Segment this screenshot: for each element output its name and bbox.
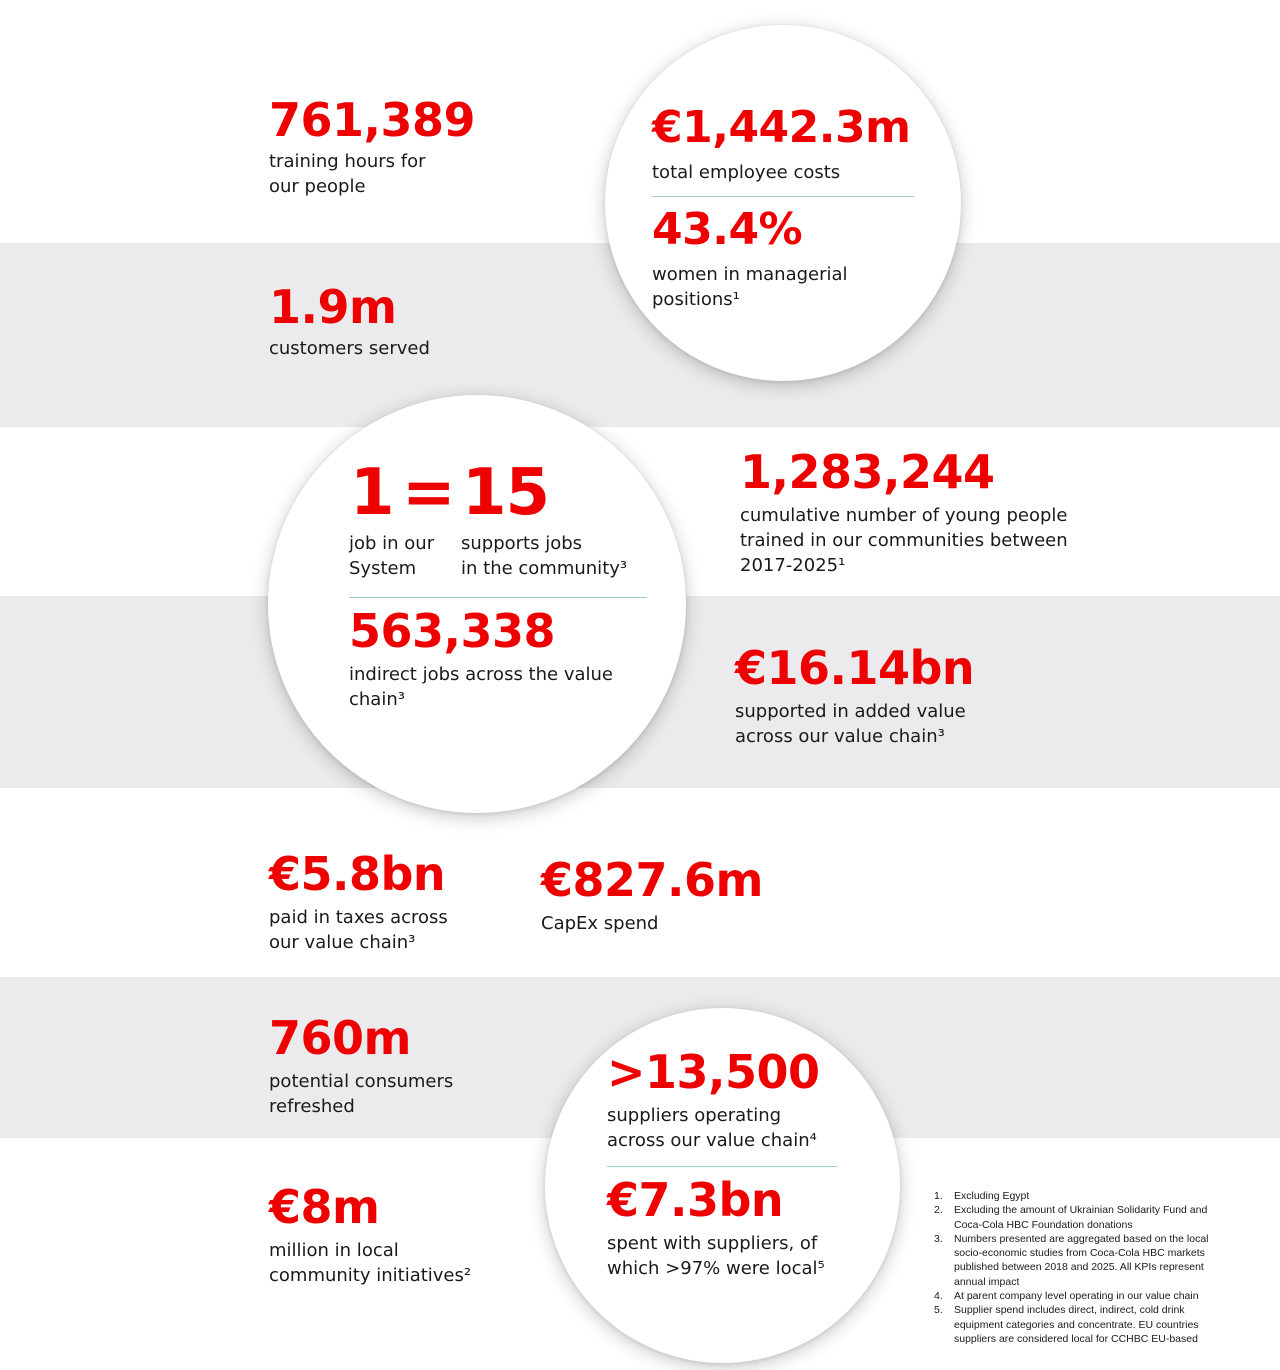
footnote-number: 1. <box>934 1190 943 1202</box>
stat-value: €16.14bn <box>735 641 975 695</box>
stat-capex <box>541 853 763 936</box>
stat-value: €8m <box>269 1180 380 1234</box>
divider-line <box>652 196 914 197</box>
divider-line <box>607 1166 837 1167</box>
footnote-text: Excluding Egypt <box>954 1190 1030 1202</box>
stat-added-value <box>735 641 975 749</box>
footnote-number: 3. <box>934 1232 943 1245</box>
stat-label: women in managerial positions¹ <box>652 264 848 310</box>
stat-label: spent with suppliers, of which >97% were local⁵ <box>607 1233 825 1279</box>
footnote-number: 2. <box>934 1204 943 1217</box>
stat-training-hours <box>269 93 476 199</box>
stat-label: training hours for our people <box>269 151 426 197</box>
footnote-item <box>934 1189 1234 1203</box>
stat-label: cumulative number of young people trained in our communities between 2017-2025¹ <box>740 505 1068 576</box>
footnote-text: Numbers presented are aggregated based on the local socio-economic studies from Coca-Cola HBC markets published between 2018 and 2025. All KPIs represent annual impact <box>954 1232 1209 1288</box>
stat-label: indirect jobs across the value chain³ <box>349 664 613 710</box>
stat-suppliers <box>607 1045 820 1153</box>
stat-label: paid in taxes across our value chain³ <box>269 907 448 953</box>
footnote-number: 4. <box>934 1290 943 1303</box>
highlight-circle-employees <box>605 25 961 381</box>
footnote-text: Excluding the amount of Ukrainian Solidarity Fund and Coca-Cola HBC Foundation donations <box>954 1204 1208 1231</box>
stat-value: €7.3bn <box>607 1173 784 1227</box>
equation-equals-sign: = <box>402 456 455 530</box>
equation-left-value: 1 <box>350 456 394 530</box>
stat-young-people <box>740 445 1068 578</box>
stat-label: suppliers operating across our value chain⁴ <box>607 1105 817 1151</box>
stat-label: potential consumers refreshed <box>269 1071 454 1117</box>
stat-employee-costs <box>652 102 911 185</box>
equation-right-label: supports jobs in the community³ <box>461 533 628 579</box>
equation-right-value: 15 <box>462 456 550 530</box>
stat-value: €1,442.3m <box>652 102 911 153</box>
footnote-text: Supplier spend includes direct, indirect, cold drink equipment categories and concentrate. EU countries suppliers are considered local for CCHBC EU-based <box>954 1304 1199 1345</box>
stat-value: 760m <box>269 1011 411 1065</box>
stat-indirect-jobs <box>349 604 613 712</box>
footnotes <box>934 1189 1234 1346</box>
stat-value: >13,500 <box>607 1045 820 1099</box>
divider-line <box>349 597 647 598</box>
footnote-item <box>934 1289 1234 1303</box>
stat-value: 761,389 <box>269 93 476 147</box>
stat-value: 1.9m <box>269 280 397 334</box>
stat-label: customers served <box>269 338 430 359</box>
stat-value: 1,283,244 <box>740 445 995 499</box>
stat-value: 563,338 <box>349 604 556 658</box>
stat-label: total employee costs <box>652 162 841 183</box>
stat-value: €5.8bn <box>269 847 446 901</box>
footnote-text: At parent company level operating in our value chain <box>954 1290 1199 1303</box>
stat-label: supported in added value across our value chain³ <box>735 701 966 747</box>
stat-taxes <box>269 847 448 955</box>
stat-label: million in local community initiatives² <box>269 1240 472 1286</box>
stat-value: €827.6m <box>541 853 763 907</box>
equation-left-label: job in our System <box>349 533 435 579</box>
stat-supplier-spend <box>607 1173 825 1281</box>
stat-value: 43.4% <box>652 204 803 255</box>
stat-label: CapEx spend <box>541 913 659 934</box>
footnote-item <box>934 1203 1234 1232</box>
stat-consumers <box>269 1011 454 1119</box>
footnote-item <box>934 1232 1234 1289</box>
footnote-number: 5. <box>934 1304 943 1317</box>
stat-customers <box>269 280 430 361</box>
stat-community <box>269 1180 472 1288</box>
stat-women-managerial <box>652 204 848 312</box>
footnote-item <box>934 1303 1234 1346</box>
